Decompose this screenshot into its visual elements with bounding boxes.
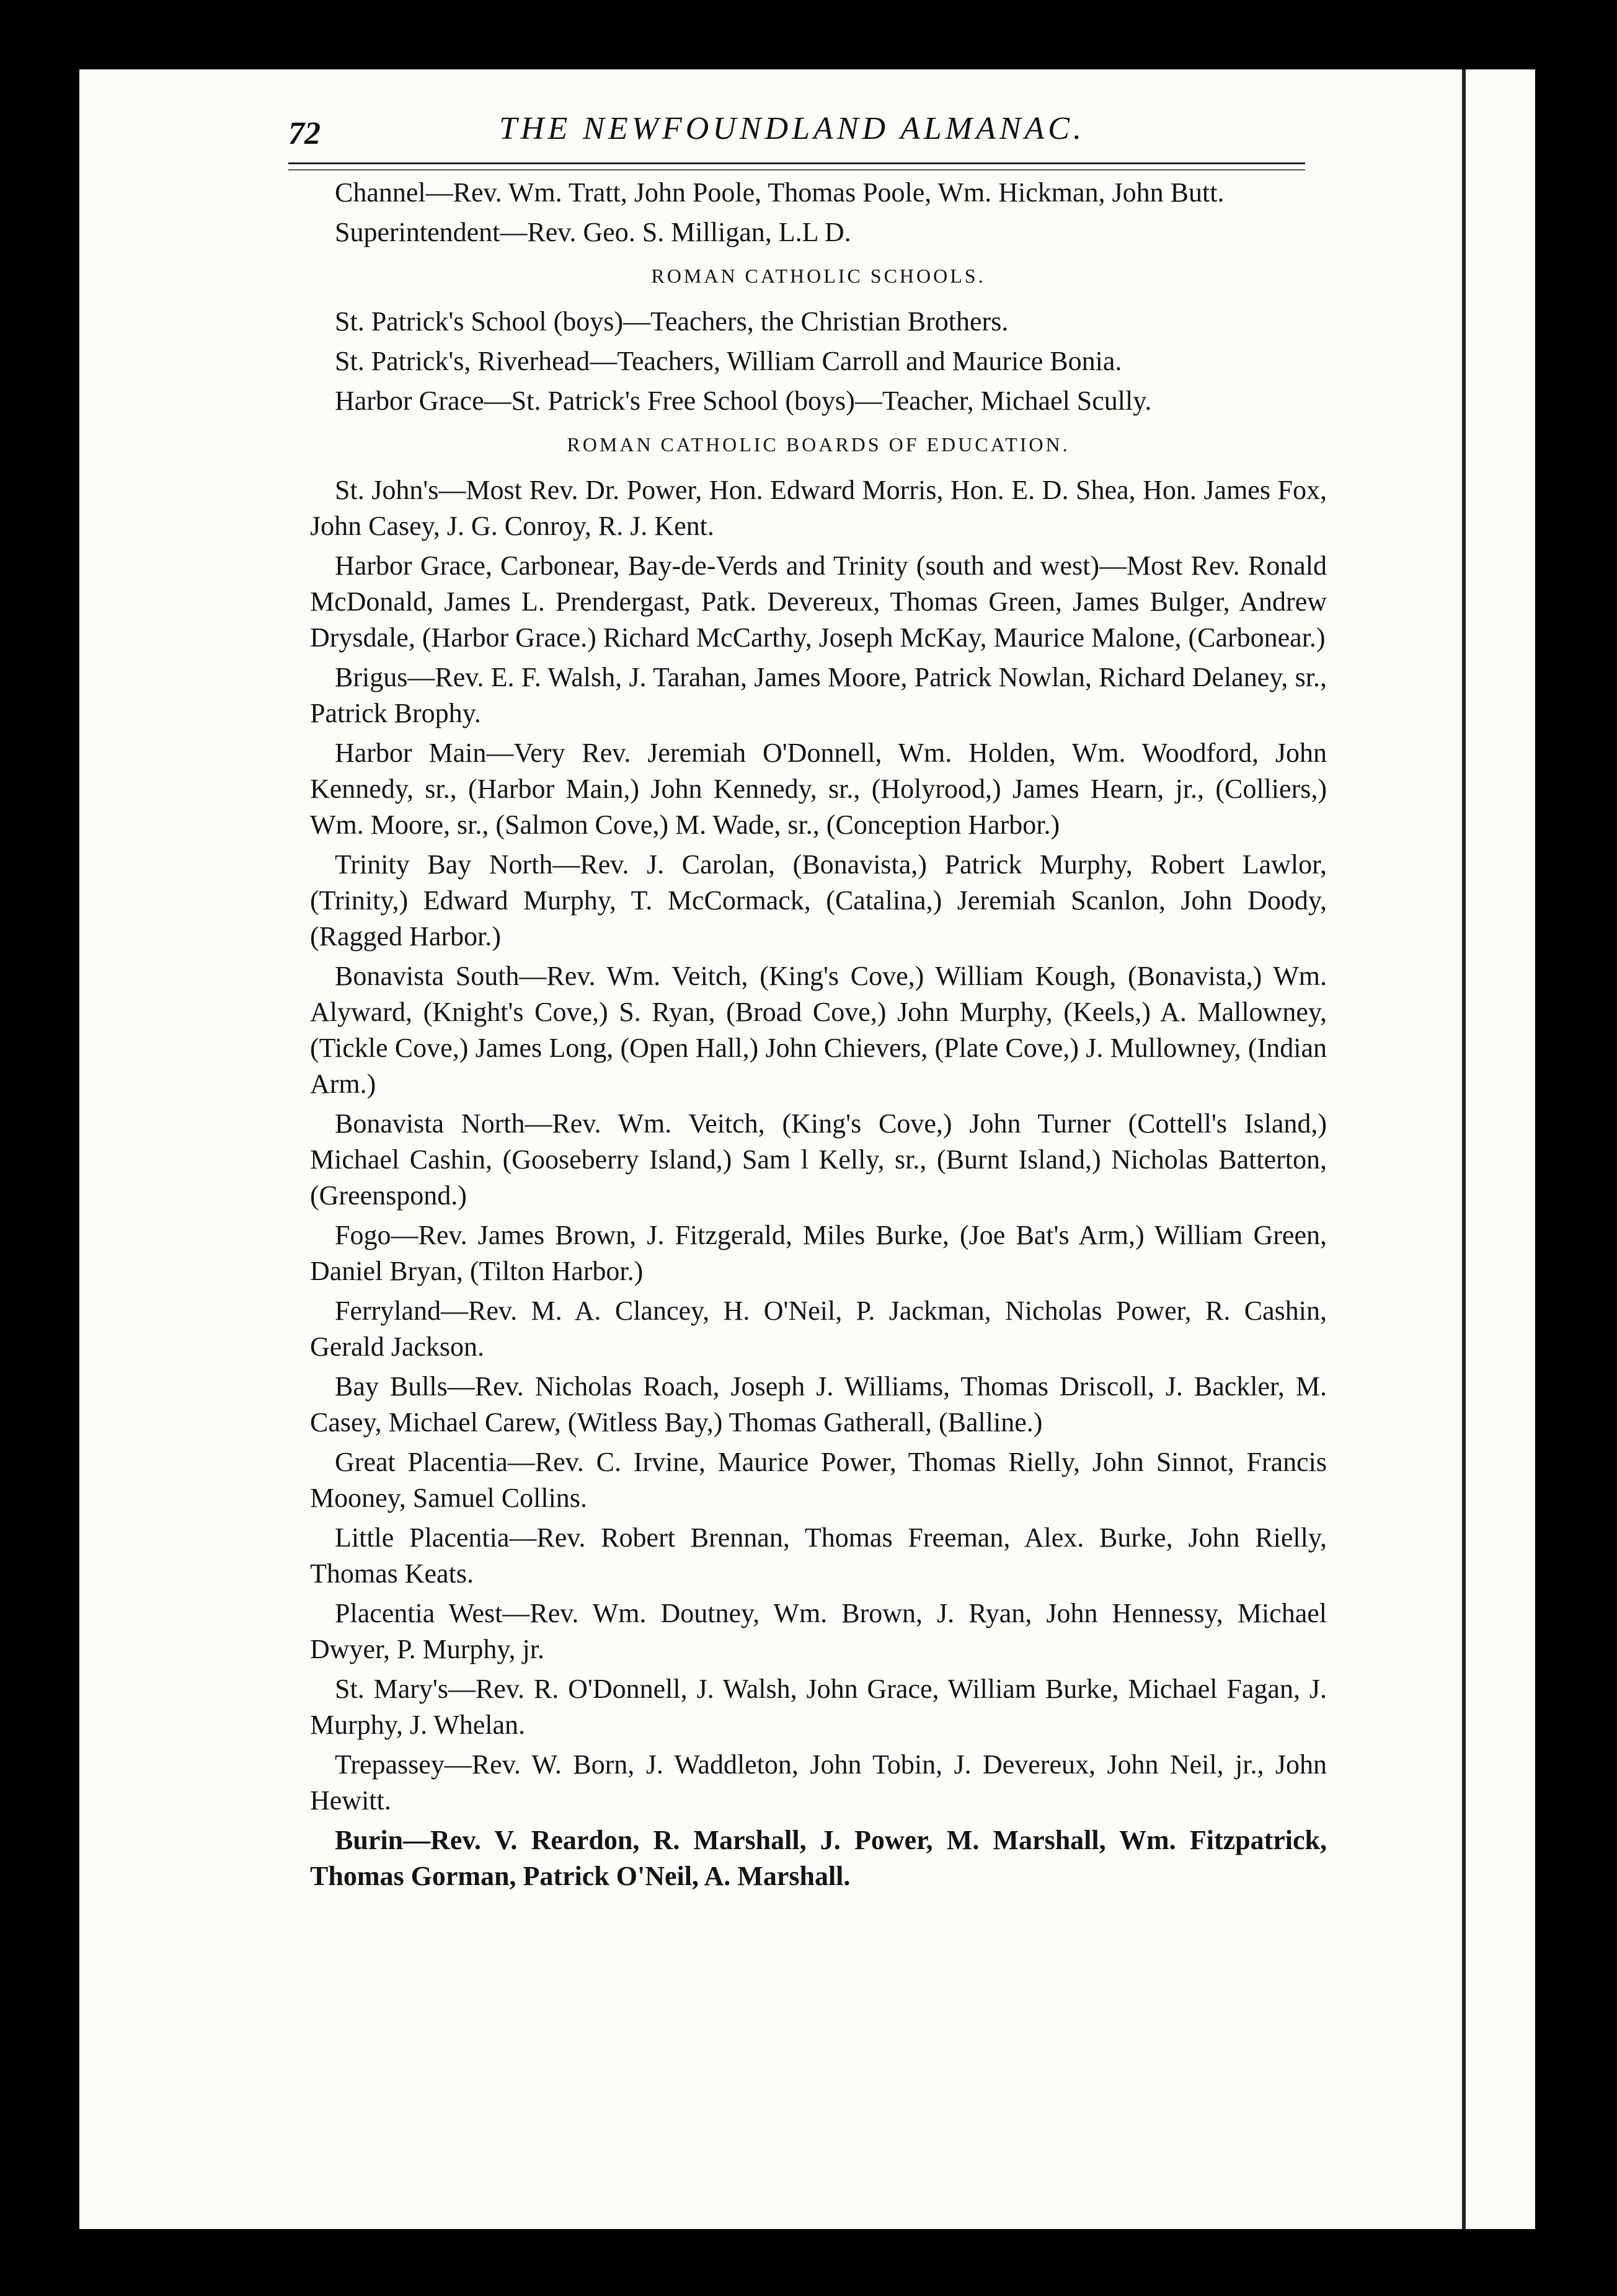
entry-board: Burin—Rev. V. Reardon, R. Marshall, J. Power, M. Marshall, Wm. Fitzpatrick, Thomas Gorman, Patrick O'Neil, A. Marshall. bbox=[310, 1825, 1327, 1891]
entry-board: Harbor Main—Very Rev. Jeremiah O'Donnell, Wm. Holden, Wm. Woodford, John Kennedy, sr., (Harbor Main,) John Kennedy, sr., (Holyrood,) James Hearn, jr., (Colliers,) Wm. Moore, sr., (Salmon Cove,) M. Wade, sr., (Conception Harbor.) bbox=[310, 738, 1327, 840]
entry-board: Bonavista North—Rev. Wm. Veitch, (King's Cove,) John Turner (Cottell's Island,) Michael Cashin, (Gooseberry Island,) Sam l Kelly, sr., (Burnt Island,) Nicholas Batterton, (Greenspond.) bbox=[310, 1108, 1327, 1211]
entry-superintendent: Superintendent—Rev. Geo. S. Milligan, L.L D. bbox=[335, 217, 851, 247]
entry-board: Great Placentia—Rev. C. Irvine, Maurice Power, Thomas Rielly, John Sinnot, Francis Mooney, Samuel Collins. bbox=[310, 1447, 1327, 1513]
facing-page-strip bbox=[1484, 69, 1535, 2229]
entry-board: Trepassey—Rev. W. Born, J. Waddleton, John Tobin, J. Devereux, John Neil, jr., John Hewitt. bbox=[310, 1749, 1327, 1816]
running-title: THE NEWFOUNDLAND ALMANAC. bbox=[499, 111, 1085, 146]
section-heading-schools: ROMAN CATHOLIC SCHOOLS. bbox=[651, 265, 986, 287]
entry-school: St. Patrick's School (boys)—Teachers, the Christian Brothers. bbox=[335, 306, 1009, 337]
entry-board: Fogo—Rev. James Brown, J. Fitzgerald, Miles Burke, (Joe Bat's Arm,) William Green, Daniel Bryan, (Tilton Harbor.) bbox=[310, 1220, 1327, 1286]
entry-board: Trinity Bay North—Rev. J. Carolan, (Bonavista,) Patrick Murphy, Robert Lawlor, (Trinity,) Edward Murphy, T. McCormack, (Catalina,) Jeremiah Scanlon, John Doody, (Ragged Harbor.) bbox=[310, 849, 1327, 952]
page-edge bbox=[1467, 69, 1484, 2229]
entry-school: Harbor Grace—St. Patrick's Free School (boys)—Teacher, Michael Scully. bbox=[335, 386, 1152, 416]
entry-board: Little Placentia—Rev. Robert Brennan, Thomas Freeman, Alex. Burke, John Rielly, Thomas Keats. bbox=[310, 1522, 1327, 1589]
entry-board: Brigus—Rev. E. F. Walsh, J. Tarahan, James Moore, Patrick Nowlan, Richard Delaney, sr., Patrick Brophy. bbox=[310, 662, 1327, 728]
entry-channel: Channel—Rev. Wm. Tratt, John Poole, Thomas Poole, Wm. Hickman, John Butt. bbox=[335, 177, 1225, 208]
page-number: 72 bbox=[288, 116, 321, 151]
binding-rule bbox=[1462, 69, 1466, 2229]
entry-board: Bay Bulls—Rev. Nicholas Roach, Joseph J. Williams, Thomas Driscoll, J. Backler, M. Casey, Michael Carew, (Witless Bay,) Thomas Gatherall, (Balline.) bbox=[310, 1371, 1327, 1437]
entry-board: St. Mary's—Rev. R. O'Donnell, J. Walsh, John Grace, William Burke, Michael Fagan, J. Murphy, J. Whelan. bbox=[310, 1674, 1327, 1740]
entry-board: St. John's—Most Rev. Dr. Power, Hon. Edward Morris, Hon. E. D. Shea, Hon. James Fox, John Casey, J. G. Conroy, R. J. Kent. bbox=[310, 475, 1327, 541]
entry-board: Placentia West—Rev. Wm. Doutney, Wm. Brown, J. Ryan, John Hennessy, Michael Dwyer, P. Murphy, jr. bbox=[310, 1598, 1327, 1664]
entry-board: Ferryland—Rev. M. A. Clancey, H. O'Neil, P. Jackman, Nicholas Power, R. Cashin, Gerald Jackson. bbox=[310, 1296, 1327, 1362]
entry-board: Harbor Grace, Carbonear, Bay-de-Verds and Trinity (south and west)—Most Rev. Ronald McDonald, James L. Prendergast, Patk. Devereux, Thomas Green, James Bulger, Andrew Drysdale, (Harbor Grace.) Richard McCarthy, Joseph McKay, Maurice Malone, (Carbonear.) bbox=[310, 550, 1327, 653]
entry-school: St. Patrick's, Riverhead—Teachers, William Carroll and Maurice Bonia. bbox=[335, 346, 1122, 376]
running-header bbox=[288, 110, 1305, 166]
section-heading-boards: ROMAN CATHOLIC BOARDS OF EDUCATION. bbox=[567, 433, 1070, 456]
header-rule bbox=[288, 162, 1305, 170]
entry-board: Bonavista South—Rev. Wm. Veitch, (King's Cove,) William Kough, (Bonavista,) Wm. Alyward, (Knight's Cove,) S. Ryan, (Broad Cove,) John Murphy, (Keels,) A. Mallowney, (Tickle Cove,) James Long, (Open Hall,) John Chievers, (Plate Cove,) J. Mullowney, (Indian Arm.) bbox=[310, 961, 1327, 1099]
page-body bbox=[310, 175, 1327, 1898]
